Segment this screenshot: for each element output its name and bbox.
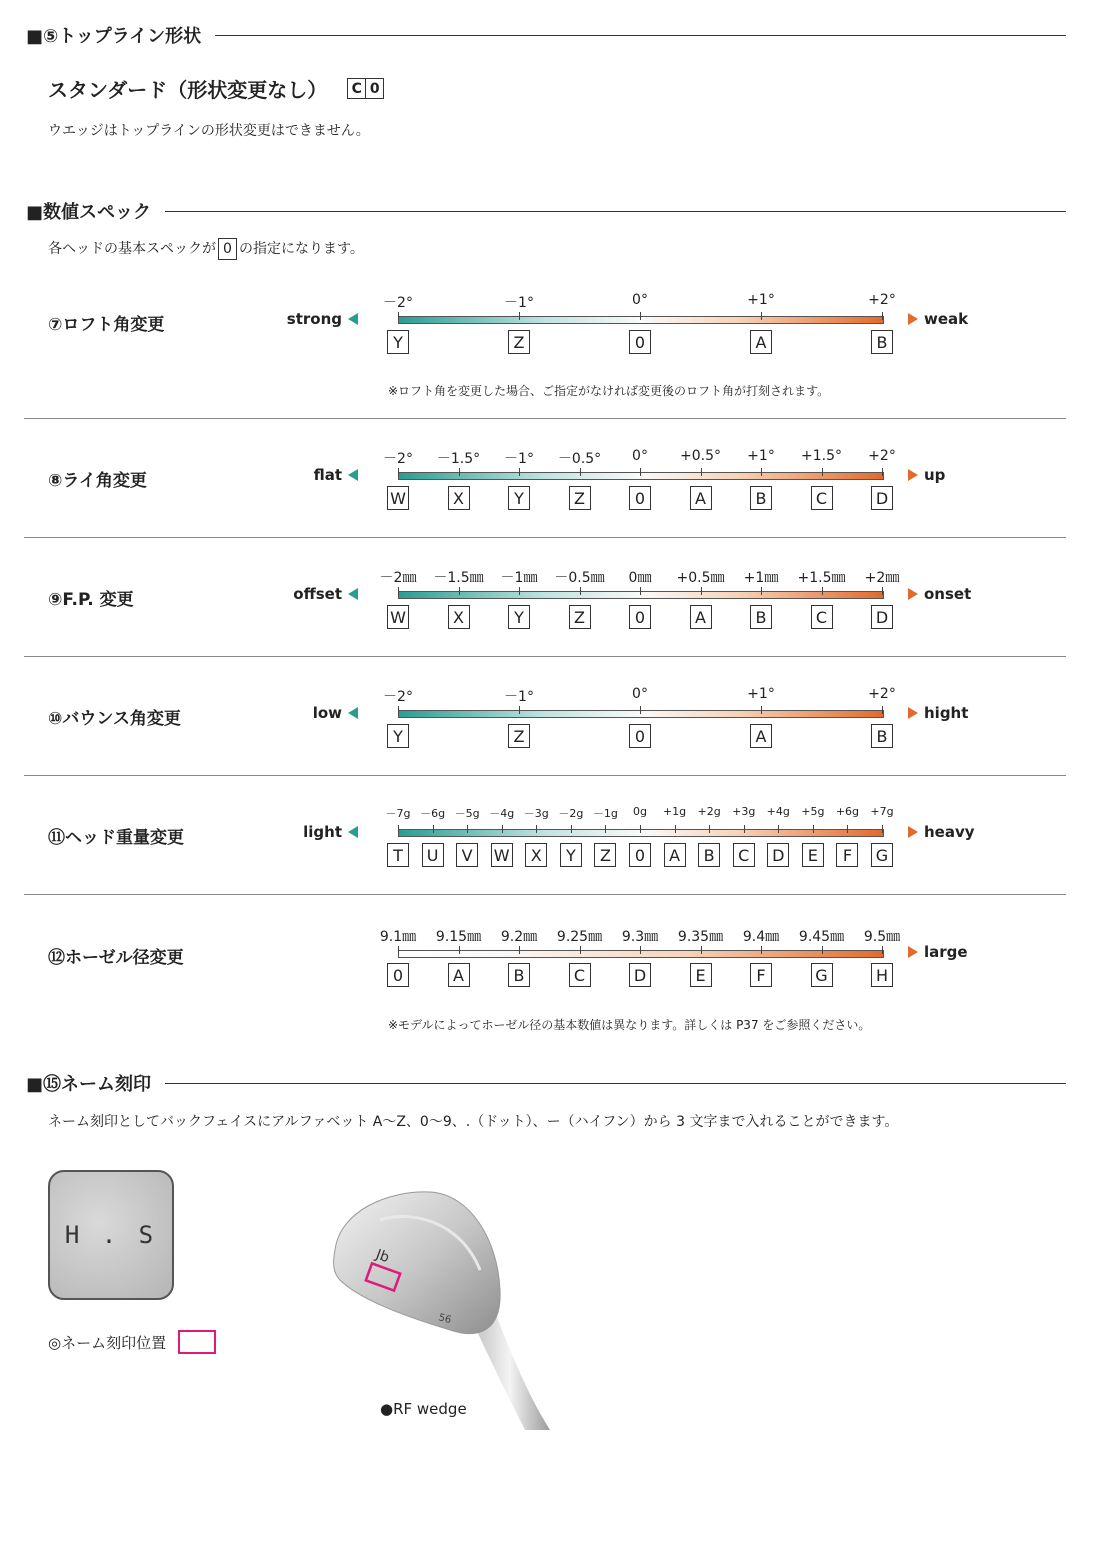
spec-code-box: W: [387, 605, 409, 629]
spec-code-box: V: [456, 843, 478, 867]
spec-code-box: E: [802, 843, 824, 867]
spec-divider: [24, 656, 1066, 657]
spec-code-box: Y: [508, 486, 530, 510]
spec-tick: [580, 468, 581, 476]
spec-gradient-bar: [398, 710, 884, 718]
spec-code-box: G: [871, 843, 893, 867]
spec-tick: [882, 706, 883, 714]
spec-tick-label: +2°: [868, 448, 896, 464]
spec-tick-label: 9.5㎜: [863, 929, 901, 945]
spec-code-box: 0: [629, 605, 651, 629]
spec-code-box: C: [811, 486, 833, 510]
spec-tick-label: 0°: [632, 686, 648, 702]
section-header-topline: [26, 22, 1066, 48]
spec-tick-label: +5g: [801, 805, 825, 818]
right-arrow-icon: [908, 707, 918, 719]
spec-tick: [640, 825, 641, 833]
name-note: ネーム刻印としてバックフェイスにアルファベット A〜Z、0〜9、.（ドット）、ー（ハイフン）から 3 文字まで入れることができます。: [48, 1114, 899, 1130]
spec-intro: [48, 238, 364, 260]
spec-code-box: C: [569, 963, 591, 987]
stamp-legend: [48, 1330, 216, 1354]
club-number: 56: [437, 1312, 453, 1327]
spec-tick-label: 0㎜: [628, 570, 652, 586]
spec-code-box: B: [750, 486, 772, 510]
spec-divider: [24, 418, 1066, 419]
spec-tick: [822, 468, 823, 476]
spec-tick: [744, 825, 745, 833]
code-box: C: [347, 78, 366, 99]
spec-tick-label: +4g: [766, 805, 790, 818]
spec-tick-label: －1.5°: [436, 451, 481, 467]
spec-tick: [882, 312, 883, 320]
spec-right-label: [908, 585, 971, 603]
spec-tick-label: －1°: [504, 451, 534, 467]
spec-row-title: ⑨F.P. 変更: [48, 590, 134, 610]
spec-gradient-bar: [398, 829, 884, 837]
spec-left-label: [287, 310, 358, 328]
spec-tick-label: －1g: [592, 807, 618, 820]
spec-right-label: [908, 823, 975, 841]
spec-code-box: 0: [387, 963, 409, 987]
spec-tick: [433, 825, 434, 833]
left-arrow-icon: [348, 313, 358, 325]
spec-code-box: U: [422, 843, 444, 867]
spec-tick-label: +1.5㎜: [797, 570, 846, 586]
spec-tick-label: －3g: [523, 807, 549, 820]
spec-tick-label: －2°: [383, 295, 413, 311]
spec-tick: [640, 946, 641, 954]
spec-footnote: ※モデルによってホーゼル径の基本数値は異なります。詳しくは P37 をご参照ください。: [388, 1018, 871, 1032]
spec-left-label-text: offset: [293, 585, 342, 603]
spec-tick: [519, 706, 520, 714]
spec-tick: [761, 312, 762, 320]
spec-tick: [519, 587, 520, 595]
spec-tick: [459, 587, 460, 595]
spec-tick-label: 9.4㎜: [742, 929, 780, 945]
spec-tick-label: +1°: [747, 292, 775, 308]
spec-tick-label: －1°: [504, 689, 534, 705]
section-header-spec: [26, 198, 1066, 224]
right-arrow-icon: [908, 469, 918, 481]
spec-code-box: A: [750, 724, 772, 748]
spec-left-label-text: light: [303, 823, 342, 841]
spec-code-box: 0: [629, 724, 651, 748]
spec-gradient-bar: [398, 950, 884, 958]
topline-code: [347, 78, 384, 99]
spec-tick-label: －7g: [385, 807, 411, 820]
spec-tick-label: －2g: [558, 807, 584, 820]
spec-tick: [701, 587, 702, 595]
spec-tick: [398, 706, 399, 714]
spec-code-box: T: [387, 843, 409, 867]
spec-row-title: ⑫ホーゼル径変更: [48, 948, 184, 968]
spec-right-label-text: heavy: [924, 823, 975, 841]
spec-tick: [778, 825, 779, 833]
spec-code-box: Y: [387, 724, 409, 748]
spec-code-box: Z: [569, 486, 591, 510]
spec-tick-label: 9.3㎜: [621, 929, 659, 945]
spec-tick-label: －4g: [489, 807, 515, 820]
spec-tick-label: －5g: [454, 807, 480, 820]
spec-intro-text: 各ヘッドの基本スペックが: [48, 241, 216, 257]
spec-right-label: [908, 943, 968, 961]
section-title: ■数値スペック: [26, 202, 152, 223]
spec-tick: [847, 825, 848, 833]
spec-code-box: B: [871, 330, 893, 354]
spec-tick-label: +2°: [868, 686, 896, 702]
spec-code-box: B: [871, 724, 893, 748]
right-arrow-icon: [908, 826, 918, 838]
spec-left-label: [303, 823, 358, 841]
spec-tick: [709, 825, 710, 833]
spec-code-box: Z: [508, 330, 530, 354]
spec-code-box: W: [491, 843, 513, 867]
spec-tick-label: +1.5°: [801, 448, 842, 464]
section-title: ■⑮ネーム刻印: [26, 1074, 152, 1095]
name-stamp-sample: [48, 1170, 174, 1300]
spec-left-label-text: flat: [313, 466, 342, 484]
wedge-image: [320, 1180, 580, 1430]
spec-row-title: ⑩バウンス角変更: [48, 709, 181, 729]
spec-tick: [640, 468, 641, 476]
stamp-text: H . S: [64, 1221, 158, 1249]
spec-tick-label: 0°: [632, 448, 648, 464]
spec-gradient-bar: [398, 472, 884, 480]
spec-intro-text: の指定になります。: [239, 241, 364, 257]
spec-tick: [701, 468, 702, 476]
spec-code-box: F: [750, 963, 772, 987]
svg-text:Jb: Jb: [373, 1246, 392, 1267]
spec-right-label-text: up: [924, 466, 946, 484]
spec-tick-label: 9.45㎜: [798, 929, 845, 945]
spec-tick: [882, 825, 883, 833]
spec-tick-label: 9.35㎜: [677, 929, 724, 945]
spec-tick: [459, 468, 460, 476]
spec-code-box: D: [871, 486, 893, 510]
spec-tick-label: +0.5㎜: [676, 570, 725, 586]
spec-code-box: D: [767, 843, 789, 867]
spec-code-box: Y: [508, 605, 530, 629]
spec-code-box: A: [664, 843, 686, 867]
spec-code-box: A: [690, 486, 712, 510]
spec-tick: [761, 706, 762, 714]
spec-code-box: Y: [387, 330, 409, 354]
spec-left-label-text: strong: [286, 310, 342, 328]
spec-tick: [605, 825, 606, 833]
spec-tick-label: +2g: [697, 805, 721, 818]
left-arrow-icon: [348, 588, 358, 600]
spec-tick-label: +2°: [868, 292, 896, 308]
spec-row-title: ⑧ライ角変更: [48, 471, 147, 491]
spec-tick: [640, 312, 641, 320]
spec-tick: [519, 312, 520, 320]
spec-tick: [467, 825, 468, 833]
spec-tick: [822, 587, 823, 595]
spec-right-label-text: weak: [924, 310, 969, 328]
topline-heading-text: スタンダード（形状変更なし）: [48, 78, 328, 102]
spec-tick: [519, 468, 520, 476]
topline-note: ウエッジはトップラインの形状変更はできません。: [48, 123, 370, 139]
spec-code-box: X: [525, 843, 547, 867]
spec-tick: [398, 946, 399, 954]
spec-tick-label: +3g: [732, 805, 756, 818]
spec-divider: [24, 775, 1066, 776]
spec-left-label-text: low: [312, 704, 342, 722]
spec-tick-label: 0g: [633, 805, 647, 818]
spec-code-box: E: [690, 963, 712, 987]
spec-right-label-text: large: [924, 943, 968, 961]
spec-tick: [640, 706, 641, 714]
spec-tick-label: －0.5°: [557, 451, 602, 467]
left-arrow-icon: [348, 826, 358, 838]
spec-code-box: Z: [569, 605, 591, 629]
spec-tick-label: －2°: [383, 451, 413, 467]
spec-code-box: B: [750, 605, 772, 629]
spec-right-label: [908, 466, 945, 484]
spec-divider: [24, 537, 1066, 538]
spec-tick-label: +1°: [747, 686, 775, 702]
spec-tick-label: +1g: [662, 805, 687, 818]
spec-code-box: 0: [629, 330, 651, 354]
spec-tick-label: 9.15㎜: [435, 929, 482, 945]
spec-code-box: 0: [629, 486, 651, 510]
spec-row-title: ⑪ヘッド重量変更: [48, 828, 184, 848]
spec-tick: [761, 946, 762, 954]
spec-left-label: [313, 704, 358, 722]
spec-tick: [571, 825, 572, 833]
spec-tick-label: +1㎜: [743, 570, 779, 586]
spec-gradient-bar: [398, 591, 884, 599]
right-arrow-icon: [908, 588, 918, 600]
stamp-position-marker-icon: [178, 1330, 216, 1354]
spec-tick: [459, 946, 460, 954]
spec-code-box: X: [448, 605, 470, 629]
spec-code-box: 0: [629, 843, 651, 867]
code-box: 0: [366, 78, 384, 99]
spec-tick: [882, 946, 883, 954]
spec-tick-label: +1°: [747, 448, 775, 464]
spec-tick: [580, 587, 581, 595]
spec-tick-label: －2°: [383, 689, 413, 705]
right-arrow-icon: [908, 313, 918, 325]
spec-right-label: [908, 704, 968, 722]
stamp-legend-label: ◎ネーム刻印位置: [48, 1333, 167, 1352]
spec-intro-box: 0: [218, 238, 237, 260]
spec-code-box: H: [871, 963, 893, 987]
spec-code-box: X: [448, 486, 470, 510]
spec-right-label-text: hight: [924, 704, 969, 722]
section-rule: [215, 35, 1066, 36]
spec-code-box: W: [387, 486, 409, 510]
spec-code-box: C: [811, 605, 833, 629]
spec-tick-label: +7g: [870, 805, 894, 818]
spec-right-label: [908, 310, 968, 328]
spec-tick: [536, 825, 537, 833]
spec-tick-label: －6g: [420, 807, 446, 820]
spec-code-box: F: [836, 843, 858, 867]
spec-tick: [398, 825, 399, 833]
section-rule: [165, 211, 1066, 212]
spec-code-box: C: [733, 843, 755, 867]
spec-tick: [580, 946, 581, 954]
spec-tick-label: 9.25㎜: [556, 929, 603, 945]
spec-code-box: A: [690, 605, 712, 629]
spec-tick-label: 0°: [632, 292, 648, 308]
spec-tick: [398, 312, 399, 320]
spec-row-title: ⑦ロフト角変更: [48, 315, 165, 335]
spec-right-label-text: onset: [924, 585, 972, 603]
spec-code-box: A: [448, 963, 470, 987]
spec-tick: [701, 946, 702, 954]
left-arrow-icon: [348, 469, 358, 481]
left-arrow-icon: [348, 707, 358, 719]
spec-tick-label: 9.2㎜: [500, 929, 538, 945]
spec-code-box: Z: [594, 843, 616, 867]
spec-tick: [882, 587, 883, 595]
spec-code-box: B: [508, 963, 530, 987]
spec-tick: [813, 825, 814, 833]
spec-tick: [761, 468, 762, 476]
spec-divider: [24, 894, 1066, 895]
spec-tick: [882, 468, 883, 476]
spec-tick: [398, 468, 399, 476]
section-rule: [165, 1083, 1066, 1084]
section-header-name: [26, 1070, 1066, 1096]
spec-tick-label: －1°: [504, 295, 534, 311]
spec-left-label: [314, 466, 358, 484]
spec-tick: [398, 587, 399, 595]
spec-tick: [761, 587, 762, 595]
section-title: ■⑤トップライン形状: [26, 26, 202, 47]
spec-code-box: A: [750, 330, 772, 354]
spec-tick-label: －1.5㎜: [433, 570, 484, 586]
spec-tick: [502, 825, 503, 833]
spec-tick: [640, 587, 641, 595]
spec-tick-label: －2㎜: [379, 570, 417, 586]
spec-tick: [519, 946, 520, 954]
spec-tick: [675, 825, 676, 833]
spec-footnote: ※ロフト角を変更した場合、ご指定がなければ変更後のロフト角が打刻されます。: [388, 384, 830, 398]
spec-left-label: [293, 585, 358, 603]
spec-code-box: D: [871, 605, 893, 629]
topline-heading: [48, 74, 384, 103]
spec-tick: [822, 946, 823, 954]
wedge-caption: ●RF wedge: [380, 1400, 467, 1418]
spec-tick-label: －0.5㎜: [554, 570, 605, 586]
spec-code-box: Y: [560, 843, 582, 867]
spec-tick-label: 9.1㎜: [379, 929, 417, 945]
right-arrow-icon: [908, 946, 918, 958]
spec-tick-label: +6g: [835, 805, 860, 818]
spec-code-box: B: [698, 843, 720, 867]
spec-gradient-bar: [398, 316, 884, 324]
spec-code-box: Z: [508, 724, 530, 748]
spec-code-box: D: [629, 963, 651, 987]
spec-tick-label: +0.5°: [680, 448, 721, 464]
spec-tick-label: +2㎜: [864, 570, 900, 586]
spec-code-box: G: [811, 963, 833, 987]
spec-tick-label: －1㎜: [500, 570, 538, 586]
